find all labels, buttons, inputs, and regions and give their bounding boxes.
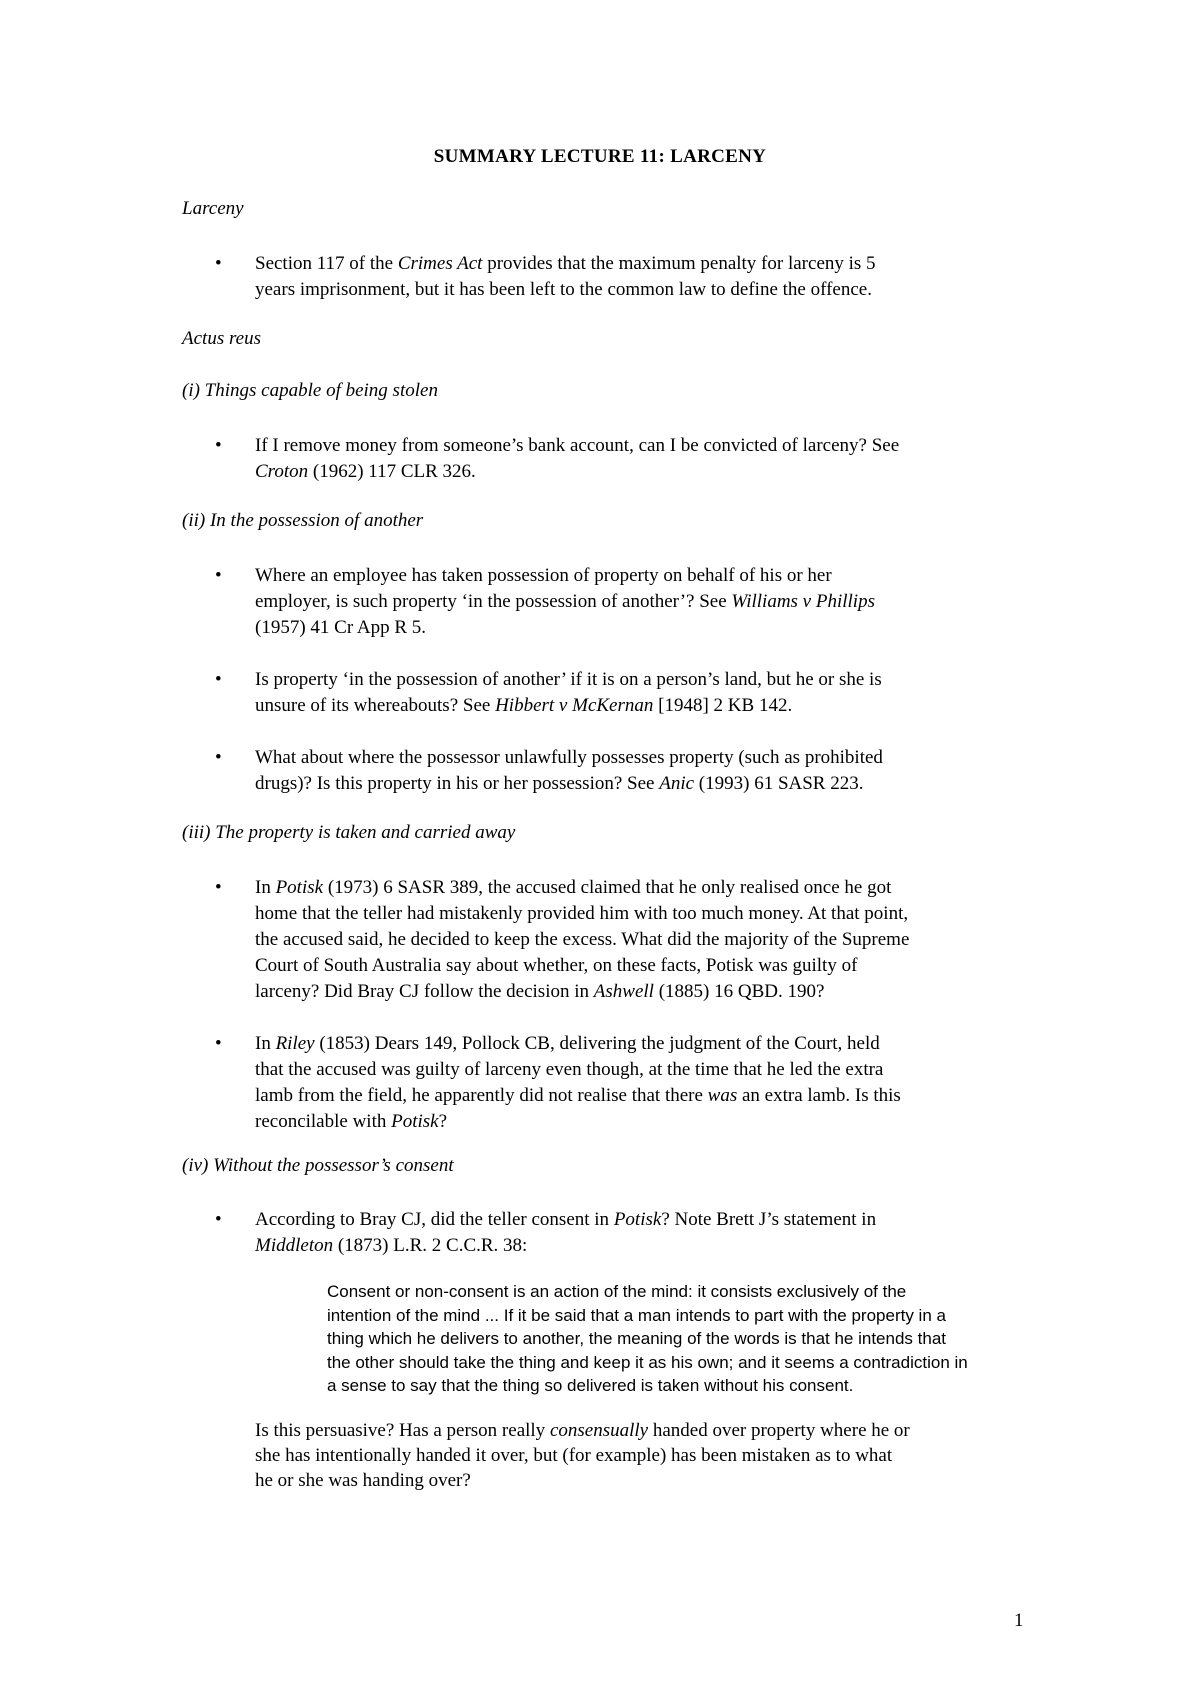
bullet-icon: • bbox=[215, 1033, 222, 1054]
bullet-icon: • bbox=[215, 669, 222, 690]
list-item-text: Where an employee has taken possession of property on behalf of his or her employer, is such property ‘in the possession of another’? See Williams v Phillips (1957) 41 Cr App R 5. bbox=[255, 565, 875, 638]
section-heading-larceny: Larceny bbox=[182, 198, 244, 219]
section-heading-possession: (ii) In the possession of another bbox=[182, 510, 424, 531]
list-item-text: Is property ‘in the possession of another’ if it is on a person’s land, but he or she is unsure of its whereabouts? See Hibbert v McKernan [1948] 2 KB 142. bbox=[255, 669, 882, 716]
list-item-text: According to Bray CJ, did the teller consent in Potisk? Note Brett J’s statement in Middleton (1873) L.R. 2 C.C.R. 38: bbox=[255, 1209, 877, 1256]
block-quote: Consent or non-consent is an action of the mind: it consists exclusively of the intention of the mind ... If it be said that a man intends to part with the property in a thing which he delivers to another, the meaning of the words is that he intends that the other should take the thing and keep it as his own; and it seems a contradiction in a sense to say that the thing so delivered is taken without his consent. bbox=[327, 1282, 968, 1395]
list-item-text: Section 117 of the Crimes Act provides that the maximum penalty for larceny is 5 years imprisonment, but it has been left to the common law to define the offence. bbox=[255, 253, 876, 300]
list-item-text: In Potisk (1973) 6 SASR 389, the accused claimed that he only realised once he got home that the teller had mistakenly provided him with too much money. At that point, the accused said, he decided to keep the excess. What did the majority of the Supreme Court of South Australia say about whether, on these facts, Potisk was guilty of larceny? Did Bray CJ follow the decision in Ashwell (1885) 16 QBD. 190? bbox=[255, 877, 910, 1002]
follow-up-paragraph: Is this persuasive? Has a person really consensually handed over property where he or she has intentionally handed it over, but (for example) has been mistaken as to what he or she was handing over? bbox=[255, 1420, 910, 1491]
page-number: 1 bbox=[1014, 1610, 1024, 1631]
bullet-icon: • bbox=[215, 435, 222, 456]
list-item-text: In Riley (1853) Dears 149, Pollock CB, delivering the judgment of the Court, held that the accused was guilty of larceny even though, at the time that he led the extra lamb from the field, he apparently did not realise that there was an extra lamb. Is this reconcilable with Potisk? bbox=[255, 1033, 901, 1132]
bullet-icon: • bbox=[215, 253, 222, 274]
list-item-text: If I remove money from someone’s bank account, can I be convicted of larceny? See Croton (1962) 117 CLR 326. bbox=[255, 435, 900, 482]
bullet-icon: • bbox=[215, 1209, 222, 1230]
section-heading-things-capable: (i) Things capable of being stolen bbox=[182, 380, 438, 401]
section-heading-taken-carried-away: (iii) The property is taken and carried away bbox=[182, 822, 516, 843]
section-heading-without-consent: (iv) Without the possessor’s consent bbox=[182, 1155, 454, 1176]
list-item-text: What about where the possessor unlawfully possesses property (such as prohibited drugs)? Is this property in his or her possession? See Anic (1993) 61 SASR 223. bbox=[255, 747, 883, 794]
bullet-icon: • bbox=[215, 877, 222, 898]
bullet-icon: • bbox=[215, 565, 222, 586]
page-title: SUMMARY LECTURE 11: LARCENY bbox=[433, 146, 767, 167]
bullet-icon: • bbox=[215, 747, 222, 768]
section-heading-actus-reus: Actus reus bbox=[182, 328, 261, 349]
